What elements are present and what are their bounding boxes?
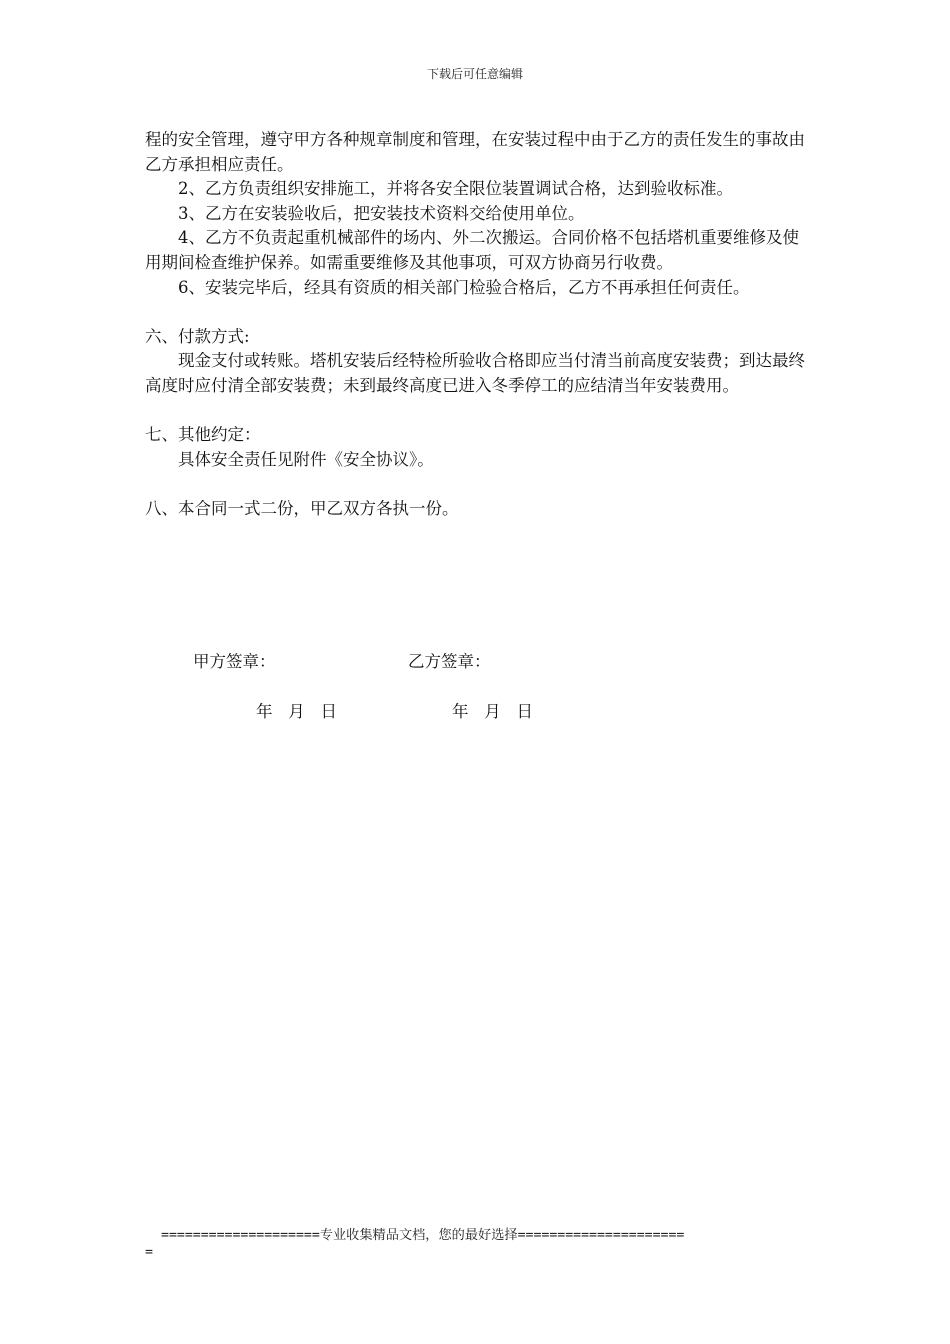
spacer xyxy=(145,300,815,325)
page-header: 下载后可任意编辑 xyxy=(426,67,523,81)
clause-2: 2、乙方负责组织安排施工，并将各安全限位装置调试合格，达到验收标准。 xyxy=(178,179,733,199)
clause-continuation: 程的安全管理，遵守甲方各种规章制度和管理，在安装过程中由于乙方的责任发生的事故由乙方承担相应责任。 xyxy=(145,130,805,174)
section-6-heading: 六、付款方式: xyxy=(145,326,250,346)
document-body xyxy=(145,128,815,522)
clause-6: 6、安装完毕后，经具有资质的相关部门检验合格后，乙方不再承担任何责任。 xyxy=(178,277,750,297)
spacer xyxy=(145,472,815,497)
section-8-heading: 八、本合同一式二份，甲乙双方各执一份。 xyxy=(145,498,459,518)
clause-3: 3、乙方在安装验收后，把安装技术资料交给使用单位。 xyxy=(178,203,585,223)
party-a-date: 年 月 日 xyxy=(256,702,337,721)
footer-line-2: = xyxy=(145,1245,153,1260)
party-b-date: 年 月 日 xyxy=(452,702,533,721)
section-7-text: 具体安全责任见附件《安全协议》。 xyxy=(178,449,434,469)
party-b-signature-label: 乙方签章： xyxy=(408,652,491,671)
section-7-heading: 七、其他约定： xyxy=(145,425,261,445)
footer-line-1: ====================专业收集精品文档，您的最好选择===================== xyxy=(161,1228,685,1243)
spacer xyxy=(145,399,815,424)
party-a-signature-label: 甲方签章： xyxy=(193,652,276,671)
page-footer xyxy=(145,1227,825,1261)
clause-4: 4、乙方不负责起重机械部件的场内、外二次搬运。合同价格不包括塔机重要维修及使用期间检查维护保养。如需重要维修及其他事项，可双方协商另行收费。 xyxy=(145,228,799,272)
section-6-text: 现金支付或转账。塔机安装后经特检所验收合格即应当付清当前高度安装费；到达最终高度时应付清全部安装费；未到最终高度已进入冬季停工的应结清当年安装费用。 xyxy=(145,351,805,395)
